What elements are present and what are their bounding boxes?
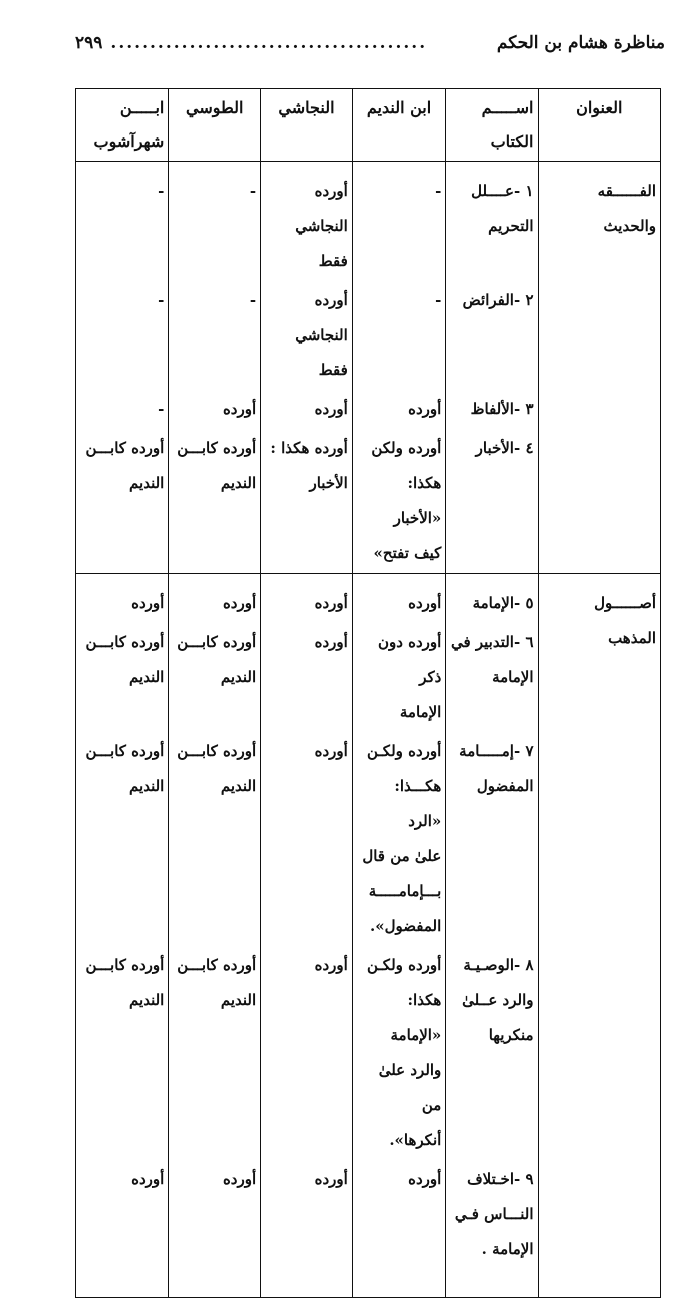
cell-najashi: أورده	[261, 1160, 353, 1298]
cell-najashi: أورده هكذا : الأخبار	[261, 429, 353, 574]
leader-dots: ........................................	[110, 33, 428, 53]
cell-tusi: أورده	[169, 390, 261, 429]
cell-book-name: ٧ -إمـــــامة المفضول	[446, 732, 538, 946]
cell-ibn-shahrashub: -	[76, 162, 169, 282]
cell-ibn-shahrashub: أورده	[76, 574, 169, 624]
section-title: الفــــــقه والحديث	[538, 162, 661, 574]
table-row	[76, 574, 661, 624]
cell-book-name: ٢ -الفرائض	[446, 281, 538, 390]
cell-ibn-nadim: -	[352, 162, 446, 282]
cell-ibn-shahrashub: أورده كابـــن النديم	[76, 623, 169, 732]
cell-ibn-nadim: -	[352, 281, 446, 390]
section-title: أصــــــول المذهب	[538, 574, 661, 1298]
cell-ibn-shahrashub: أورده كابـــن النديم	[76, 732, 169, 946]
cell-najashi: أورده	[261, 390, 353, 429]
cell-tusi: أورده	[169, 1160, 261, 1298]
cell-ibn-nadim: أورده ولكـن هكـــذا: «الرد علىٰ من قال بـــإمامـــــة المفضول».	[352, 732, 446, 946]
cell-ibn-shahrashub: أورده كابـــن النديم	[76, 429, 169, 574]
cell-ibn-nadim: أورده ولكن هكذا: «الأخبار كيف تفتح»	[352, 429, 446, 574]
page-number: ٢٩٩	[75, 33, 103, 53]
cell-ibn-shahrashub: -	[76, 390, 169, 429]
cell-ibn-nadim: أورده	[352, 574, 446, 624]
cell-book-name: ١ -عــــلل التحريم	[446, 162, 538, 282]
cell-ibn-nadim: أورده ولكـن هكذا: «الإمامة والرد علىٰ من أنكرها».	[352, 946, 446, 1160]
cell-ibn-shahrashub: أورده كابـــن النديم	[76, 946, 169, 1160]
cell-ibn-nadim: أورده	[352, 390, 446, 429]
cell-najashi: أورده النجاشي فقط	[261, 281, 353, 390]
cell-najashi: أورده	[261, 732, 353, 946]
cell-book-name: ٤ -الأخبار	[446, 429, 538, 574]
col-header-najashi: النجاشي	[261, 89, 353, 162]
running-header	[75, 28, 665, 58]
cell-book-name: ٦ -التدبير في الإمامة	[446, 623, 538, 732]
cell-book-name: ٥ -الإمامة	[446, 574, 538, 624]
col-header-ibn-nadim: ابن النديم	[352, 89, 446, 162]
table-row	[76, 162, 661, 282]
cell-tusi: -	[169, 281, 261, 390]
table-header-row	[76, 89, 661, 162]
cell-book-name: ٩ -اخـتلاف النـــاس فـي الإمامة .	[446, 1160, 538, 1298]
cell-tusi: أورده كابـــن النديم	[169, 623, 261, 732]
books-comparison-table	[75, 88, 661, 1298]
running-title: مناظرة هشام بن الحكم	[496, 33, 665, 53]
cell-tusi: أورده كابـــن النديم	[169, 732, 261, 946]
cell-book-name: ٨ -الوصـيـة والرد عــلىٰ منكريها	[446, 946, 538, 1160]
cell-ibn-nadim: أورده دون ذكر الإمامة	[352, 623, 446, 732]
cell-ibn-nadim: أورده	[352, 1160, 446, 1298]
col-header-tusi: الطوسي	[169, 89, 261, 162]
cell-najashi: أورده النجاشي فقط	[261, 162, 353, 282]
cell-book-name: ٣ -الألفاظ	[446, 390, 538, 429]
cell-najashi: أورده	[261, 574, 353, 624]
cell-tusi: أورده كابـــن النديم	[169, 946, 261, 1160]
cell-ibn-shahrashub: -	[76, 281, 169, 390]
col-header-book-name: اســـــم الكتاب	[446, 89, 538, 162]
cell-najashi: أورده	[261, 946, 353, 1160]
cell-tusi: أورده	[169, 574, 261, 624]
cell-tusi: -	[169, 162, 261, 282]
cell-tusi: أورده كابـــن النديم	[169, 429, 261, 574]
col-header-ibn-shahrashub: ابـــــن شهرآشوب	[76, 89, 169, 162]
col-header-title: العنوان	[538, 89, 661, 162]
cell-najashi: أورده	[261, 623, 353, 732]
cell-ibn-shahrashub: أورده	[76, 1160, 169, 1298]
